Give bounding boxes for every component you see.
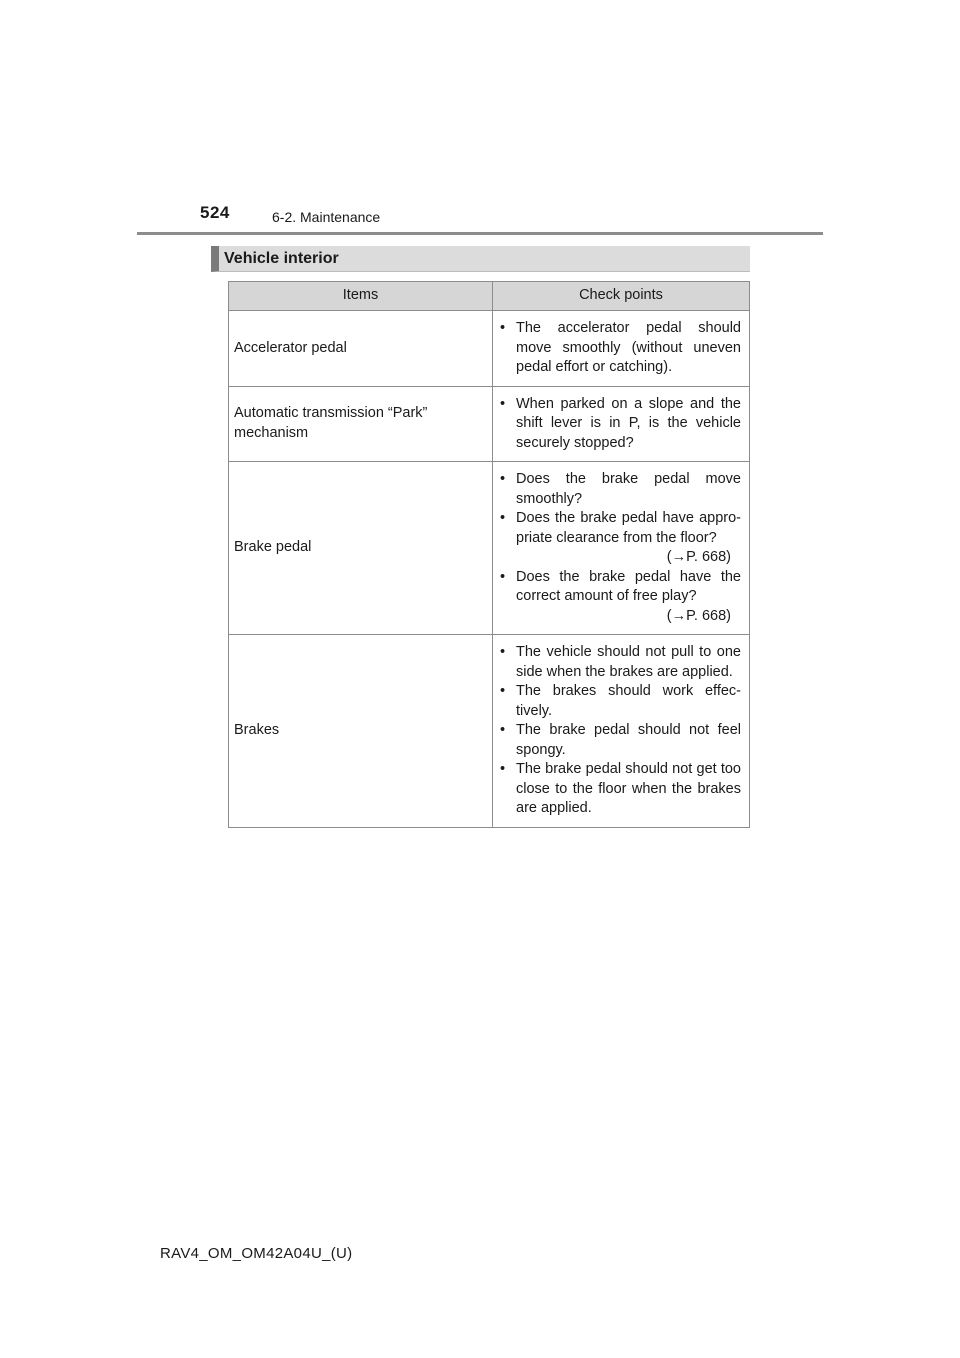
bullet-icon: • [500,761,506,777]
bullet-icon: • [500,683,506,699]
bullet-icon: • [500,722,506,738]
check-point-text: Does the brake pedal move smoothly? [516,471,741,507]
footer-code: RAV4_OM_OM42A04U_(U) [160,1245,353,1262]
check-point-item [498,395,741,454]
check-point-item [498,470,741,509]
check-point-item [498,721,741,760]
header-rule [137,232,823,235]
section-heading [211,246,750,272]
check-point-item [498,509,741,568]
section-heading-text: Vehicle interior [224,250,339,267]
check-points-cell [493,386,750,462]
check-table [228,281,750,828]
check-point-text: Does the brake pedal have the correct amount of free play? [516,568,741,604]
bullet-icon: • [500,320,506,336]
table-header-row [229,282,750,311]
page-reference: (→P. 668) [666,607,731,624]
item-cell: Brakes [229,635,493,828]
check-point-item [498,568,741,627]
check-points-cell [493,635,750,828]
table-row [229,311,750,387]
check-point-text: The brakes should work effec-tively. [516,683,741,719]
check-point-item [498,643,741,682]
page-number: 524 [200,203,230,222]
check-point-text: The vehicle should not pull to one side when the brakes are applied. [516,644,741,680]
check-point-item [498,319,741,378]
check-point-text: The accelerator pedal should move smoothly (without uneven pedal effort or catching). [516,320,741,375]
table-row [229,462,750,635]
check-point-item [498,682,741,721]
bullet-icon: • [500,471,506,487]
check-point-item [498,760,741,819]
item-cell: Automatic transmission “Park” mechanism [229,386,493,462]
bullet-icon: • [500,510,506,526]
table-row [229,386,750,462]
check-points-cell [493,462,750,635]
item-cell: Brake pedal [229,462,493,635]
table-body [229,311,750,828]
check-point-text: Does the brake pedal have appro-priate clearance from the floor? [516,510,741,546]
item-cell: Accelerator pedal [229,311,493,387]
check-points-list [498,643,741,819]
bullet-icon: • [500,644,506,660]
table-row [229,635,750,828]
check-points-cell [493,311,750,387]
section-label: 6-2. Maintenance [272,209,381,225]
bullet-icon: • [500,568,506,585]
check-points-list [498,319,741,378]
check-point-text: The brake pedal should not get too close to the floor when the brakes are applied. [516,761,741,816]
check-points-list [498,395,741,454]
check-point-text: When parked on a slope and the shift lever is in P, is the vehicle securely stopped? [516,395,741,451]
check-point-text: The brake pedal should not feel spongy. [516,722,741,758]
column-header-items: Items [229,282,493,311]
column-header-check-points: Check points [493,282,750,311]
page-reference: (→P. 668) [666,549,731,565]
check-points-list [498,470,741,626]
bullet-icon: • [500,395,506,412]
